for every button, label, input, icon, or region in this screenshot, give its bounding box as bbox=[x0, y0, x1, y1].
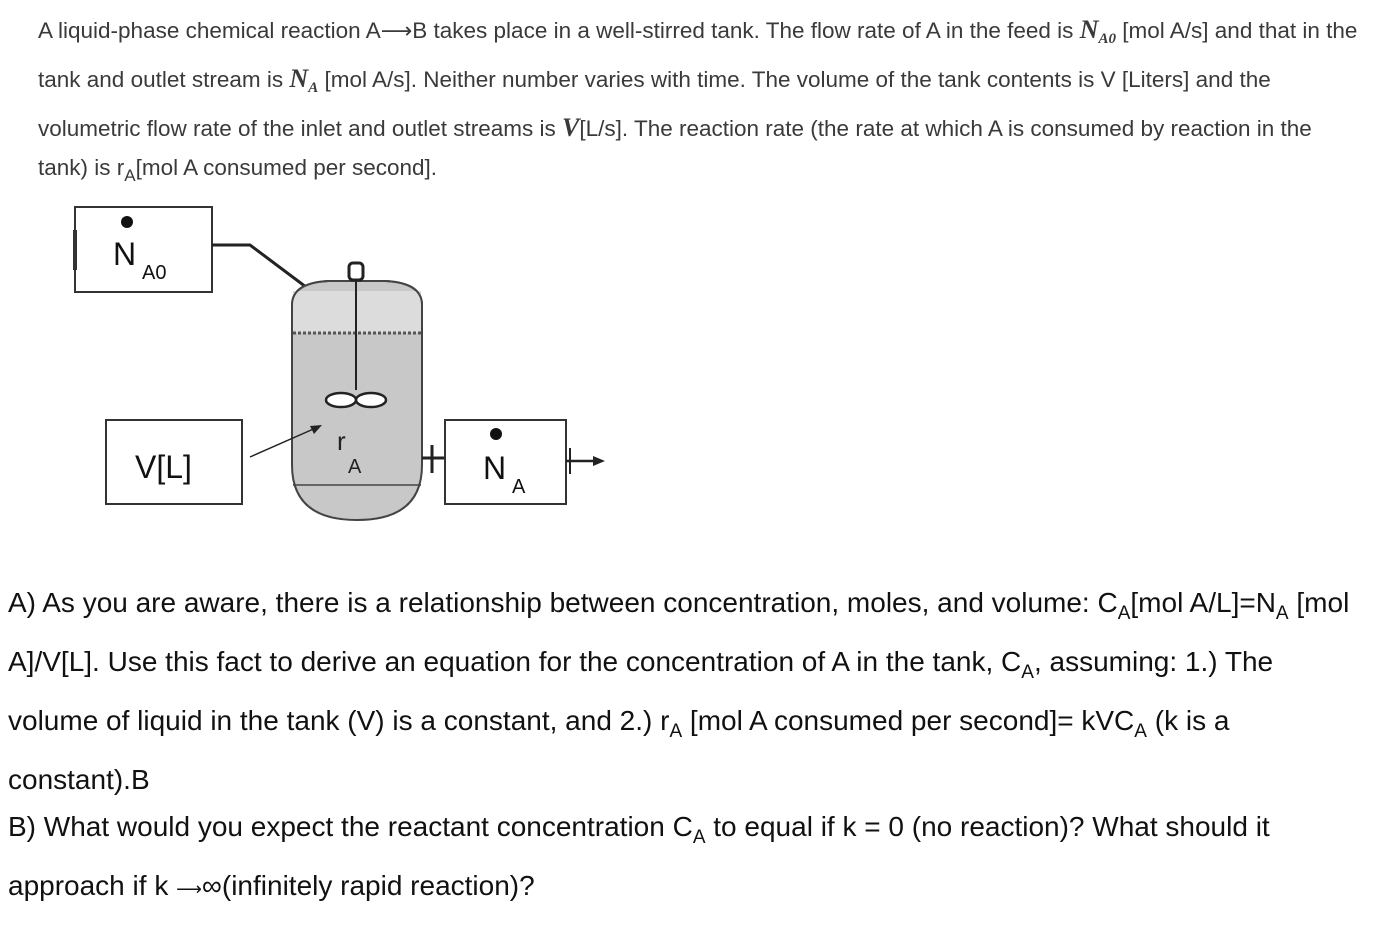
qa-sub-1: A bbox=[1117, 603, 1131, 624]
limit-arrow-icon: ⟶ bbox=[176, 879, 202, 899]
symbol-n-feed: $N_{A0}$ bbox=[1079, 15, 1116, 47]
outlet-dot-icon bbox=[490, 428, 502, 440]
qa-sub-4: A bbox=[669, 721, 683, 742]
impeller-blade-left bbox=[326, 393, 356, 407]
volume-label: V[L] bbox=[135, 449, 192, 485]
qa-text-5: [mol A consumed per second]= kVC bbox=[682, 705, 1135, 736]
qb-text-1: B) What would you expect the reactant concentration C bbox=[8, 811, 693, 842]
qa-sub-5: A bbox=[1134, 721, 1147, 742]
motor-icon bbox=[349, 263, 363, 280]
qa-text-1: A) As you are aware, there is a relationship between concentration, moles, and volume: C bbox=[8, 587, 1118, 618]
feed-label: N bbox=[113, 236, 137, 272]
reaction-arrow: ⟶ bbox=[380, 18, 413, 43]
intro-text-5: [L/s]. The reaction rate (the rate at which A is consumed by reaction in the tank) is r bbox=[38, 116, 1312, 180]
question-b bbox=[8, 803, 1368, 913]
reactor-diagram bbox=[60, 195, 620, 535]
qa-sub-3: A bbox=[1021, 662, 1034, 683]
question-a bbox=[8, 579, 1368, 804]
qb-sub-1: A bbox=[692, 827, 706, 848]
qa-sub-2: A bbox=[1275, 603, 1289, 624]
intro-text-2: B takes place in a well-stirred tank. The flow rate of A in the feed is bbox=[412, 18, 1074, 43]
qa-text-6: (k is a constant).B bbox=[8, 705, 1230, 795]
qb-text-3: ∞(infinitely rapid reaction)? bbox=[201, 870, 535, 901]
outlet-label-sub: A bbox=[512, 476, 526, 498]
rate-label: r bbox=[337, 426, 346, 456]
intro-text-1: A liquid-phase chemical reaction A bbox=[38, 18, 381, 43]
intro-text-3: [mol A/s] and that in the tank and outlet stream is bbox=[38, 18, 1358, 92]
symbol-n-outlet: $N_A$ bbox=[289, 64, 319, 96]
qb-text-2: to equal if k = 0 (no reaction)? What should it approach if k bbox=[8, 811, 1270, 901]
impeller-blade-right bbox=[356, 393, 386, 407]
feed-dot-icon bbox=[121, 216, 133, 228]
outlet-arrowhead-icon bbox=[593, 456, 605, 466]
outlet-label: N bbox=[483, 450, 507, 486]
qa-text-3: [mol A]/V[L]. Use this fact to derive an equation for the concentration of A in the tank, C bbox=[8, 587, 1350, 677]
intro-text-6: [mol A consumed per second]. bbox=[135, 155, 438, 180]
intro-rate-sub: A bbox=[124, 166, 136, 185]
rate-label-sub: A bbox=[348, 456, 362, 478]
qa-text-2: [mol A/L]=N bbox=[1130, 587, 1276, 618]
symbol-v-dot: V bbox=[562, 113, 580, 142]
qa-text-4: , assuming: 1.) The volume of liquid in the tank (V) is a constant, and 2.) r bbox=[8, 646, 1274, 736]
feed-label-sub: A0 bbox=[142, 262, 167, 284]
problem-intro bbox=[38, 10, 1358, 195]
intro-text-4: [mol A/s]. Neither number varies with time. The volume of the tank contents is V [Liters] and the volumetric flow rate of the inlet and outlet streams is bbox=[38, 67, 1271, 141]
